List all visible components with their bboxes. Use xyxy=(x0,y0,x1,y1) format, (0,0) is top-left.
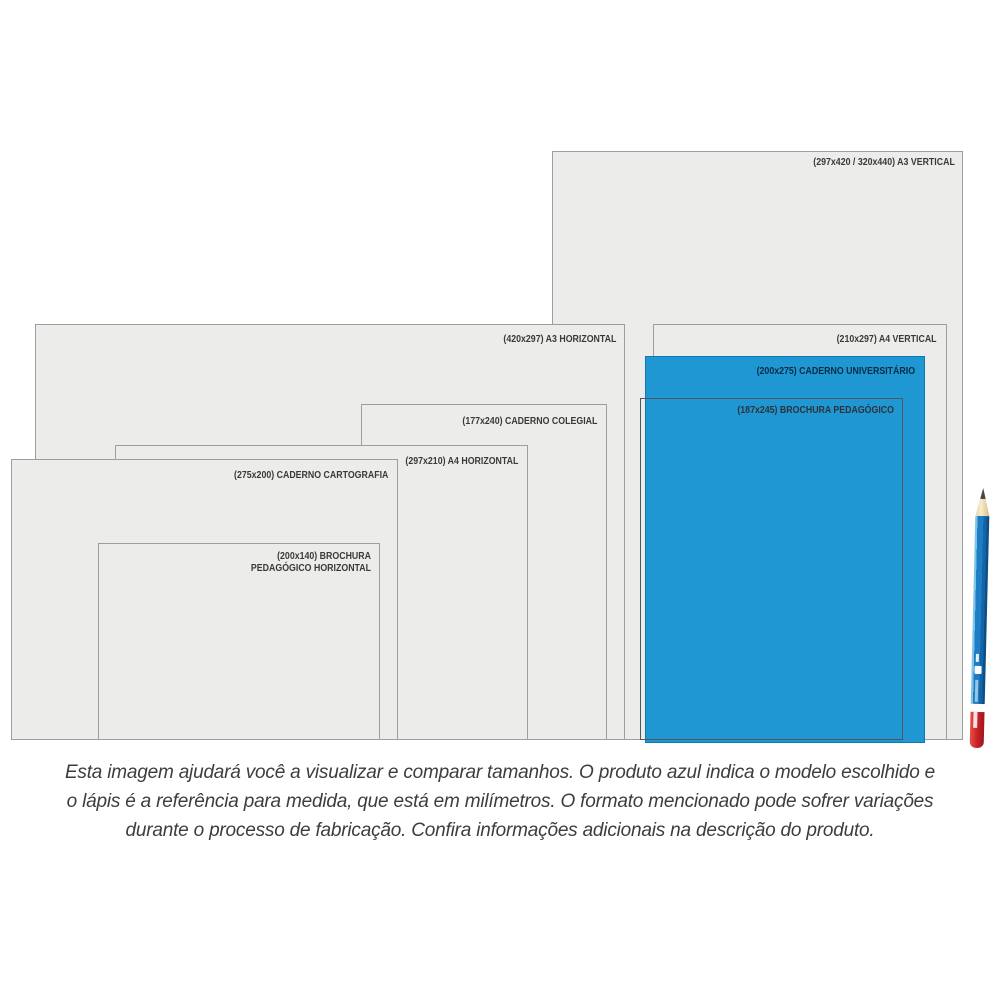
pencil-wood-tip xyxy=(975,488,990,516)
sheet-label-a3-horizontal: (420x297) A3 HORIZONTAL xyxy=(503,334,616,345)
sheet-label-brochura-pedagogico: (187x245) BROCHURA PEDAGÓGICO xyxy=(737,405,894,416)
pencil-print-mark xyxy=(975,680,979,702)
pencil-icon xyxy=(970,488,990,748)
caption-line-2: o lápis é a referência para medida, que está em milímetros. O formato mencionado pode sofrer variações xyxy=(66,791,934,812)
pencil-logo-mark xyxy=(974,666,981,674)
sheet-label-caderno-colegial: (177x240) CADERNO COLEGIAL xyxy=(462,416,597,427)
caption-line-3: durante o processo de fabricação. Confira informações adicionais na descrição do produto. xyxy=(125,820,875,841)
size-sheet-brochura-pedagogico-horizontal xyxy=(98,543,380,740)
size-sheet-brochura-pedagogico xyxy=(640,398,903,740)
sheet-label-a4-horizontal: (297x210) A4 HORIZONTAL xyxy=(405,456,518,467)
sheet-label-caderno-universitario: (200x275) CADERNO UNIVERSITÁRIO xyxy=(756,366,915,377)
pencil-body xyxy=(971,516,990,704)
sheet-label-a3-vertical: (297x420 / 320x440) A3 VERTICAL xyxy=(813,157,955,168)
pencil-graphite-tip xyxy=(979,487,986,499)
pencil-print-mark xyxy=(976,654,979,662)
caption-line-1: Esta imagem ajudará você a visualizar e comparar tamanhos. O produto azul indica o modelo escolhido e xyxy=(64,762,936,783)
pencil-brand-mark xyxy=(973,712,977,728)
sheet-label-brochura-pedagogico-horizontal: (200x140) BROCHURA PEDAGÓGICO HORIZONTAL xyxy=(250,551,371,574)
sheet-label-a4-vertical: (210x297) A4 VERTICAL xyxy=(837,334,937,345)
caption-text xyxy=(0,758,1000,845)
sheet-label-caderno-cartografia: (275x200) CADERNO CARTOGRAFIA xyxy=(233,470,388,481)
